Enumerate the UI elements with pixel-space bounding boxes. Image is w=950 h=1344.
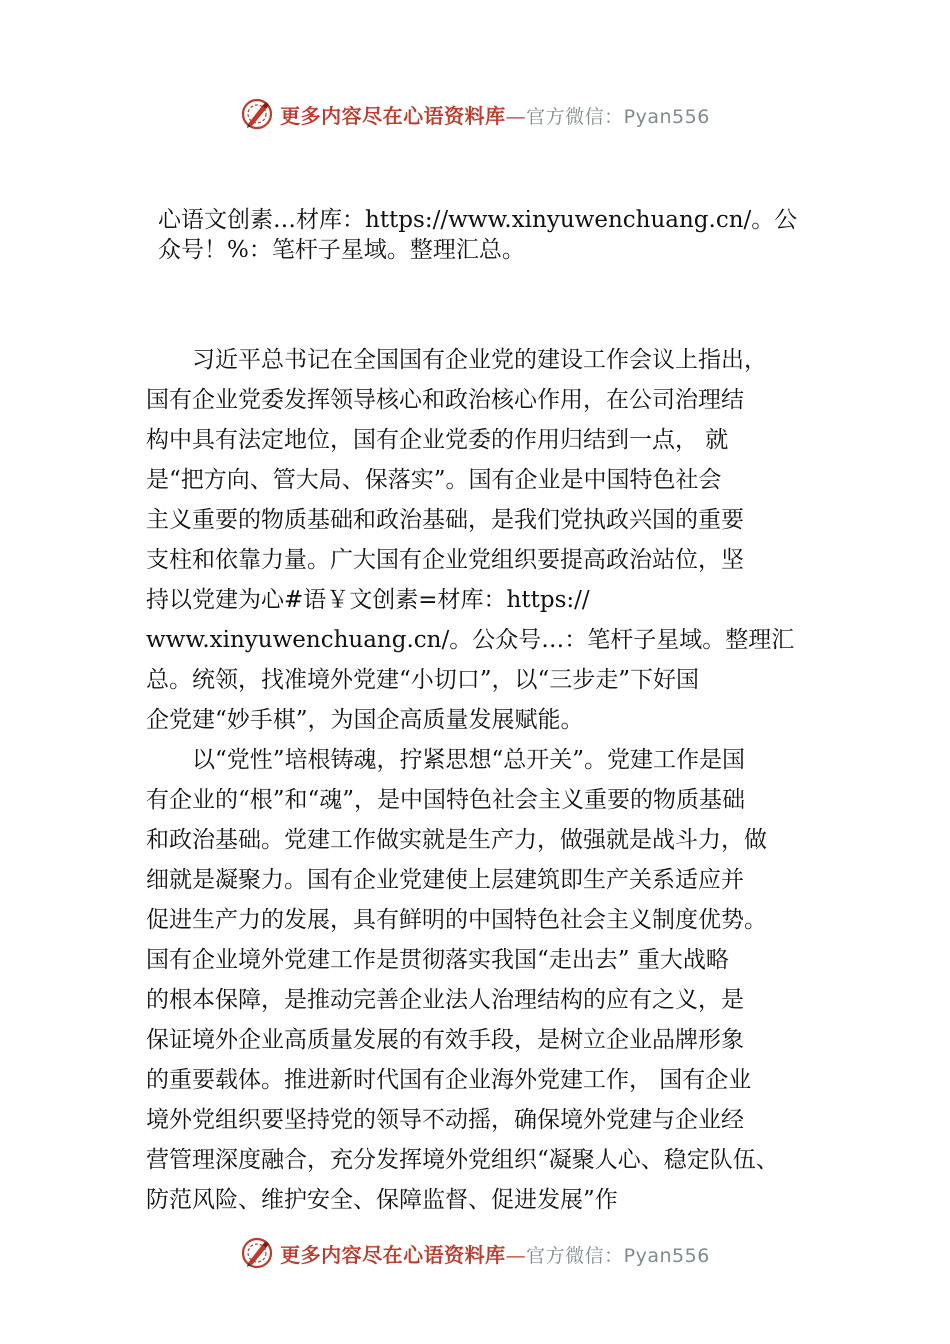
body-line: 总。统领，找准境外党建“小切口”，以“三步走”下好国	[146, 667, 700, 693]
body-line: 持以党建为心#语￥文创素=材库：https://	[146, 587, 590, 613]
pen-logo-icon	[240, 97, 274, 131]
watermark-text: 更多内容尽在心语资料库—官方微信：Pyan556	[280, 1242, 710, 1267]
body-line: 营管理深度融合，充分发挥境外党组织“凝聚人心、稳定队伍、	[146, 1147, 779, 1173]
watermark-text: 更多内容尽在心语资料库—官方微信：Pyan556	[280, 103, 710, 128]
body-line: 国有企业党委发挥领导核心和政治核心作用，在公司治理结	[146, 387, 744, 413]
header-note	[158, 205, 838, 265]
body-line: 有企业的“根”和“魂”，是中国特色社会主义重要的物质基础	[146, 787, 746, 813]
body-line: 的重要载体。推进新时代国有企业海外党建工作， 国有企业	[146, 1067, 752, 1093]
body-line: 保证境外企业高质量发展的有效手段，是树立企业品牌形象	[146, 1027, 744, 1053]
body-line: 促进生产力的发展，具有鲜明的中国特色社会主义制度优势。	[146, 907, 767, 933]
header-note-line: 心语文创素…材库：https://www.xinyuwenchuang.cn/。公	[158, 207, 798, 233]
document-body	[146, 340, 836, 1220]
body-line: 境外党组织要坚持党的领导不动摇，确保境外党建与企业经	[146, 1107, 744, 1133]
body-line: 习近平总书记在全国国有企业党的建设工作会议上指出，	[192, 347, 767, 373]
watermark-banner-top	[0, 92, 950, 136]
body-line: 支柱和依靠力量。广大国有企业党组织要提高政治站位，坚	[146, 547, 744, 573]
body-line: 细就是凝聚力。国有企业党建使上层建筑即生产关系适应并	[146, 867, 744, 893]
body-line: 主义重要的物质基础和政治基础，是我们党执政兴国的重要	[146, 507, 744, 533]
body-line: www.xinyuwenchuang.cn/。公众号…：笔杆子星域。整理汇	[146, 627, 795, 653]
header-note-line: 众号！%：笔杆子星域。整理汇总。	[158, 237, 525, 263]
body-line: 国有企业境外党建工作是贯彻落实我国“走出去” 重大战略	[146, 947, 729, 973]
body-line: 以“党性”培根铸魂，拧紧思想“总开关”。党建工作是国	[192, 747, 746, 773]
pen-logo-icon	[240, 1236, 274, 1270]
body-line: 的根本保障，是推动完善企业法人治理结构的应有之义，是	[146, 987, 744, 1013]
body-line: 企党建“妙手棋”，为国企高质量发展赋能。	[146, 707, 584, 733]
watermark-banner-bottom	[0, 1231, 950, 1275]
body-line: 防范风险、维护安全、保障监督、促进发展”作	[146, 1187, 618, 1213]
body-line: 是“把方向、管大局、保落实”。国有企业是中国特色社会	[146, 467, 722, 493]
body-line: 构中具有法定地位，国有企业党委的作用归结到一点， 就	[146, 427, 729, 453]
body-line: 和政治基础。党建工作做实就是生产力，做强就是战斗力，做	[146, 827, 767, 853]
